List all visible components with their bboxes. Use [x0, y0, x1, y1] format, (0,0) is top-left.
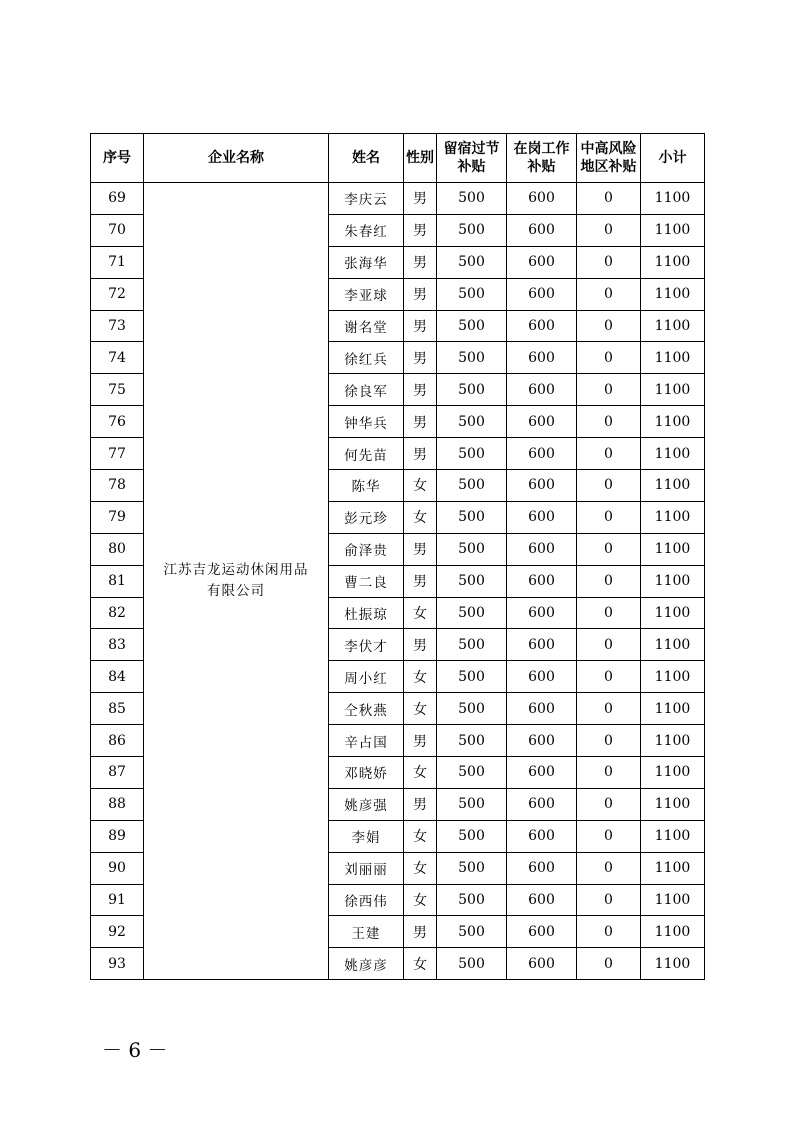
risk-subsidy-cell: 0 — [577, 693, 641, 725]
risk-subsidy-cell: 0 — [577, 661, 641, 693]
work-subsidy-cell: 600 — [507, 884, 577, 916]
seq-cell: 92 — [91, 916, 144, 948]
work-subsidy-cell: 600 — [507, 629, 577, 661]
name-cell: 彭元珍 — [329, 501, 404, 533]
seq-cell: 73 — [91, 310, 144, 342]
gender-cell: 男 — [404, 916, 437, 948]
subtotal-cell: 1100 — [641, 406, 705, 438]
seq-cell: 79 — [91, 501, 144, 533]
gender-cell: 男 — [404, 533, 437, 565]
risk-subsidy-cell: 0 — [577, 948, 641, 980]
stay-subsidy-cell: 500 — [437, 533, 507, 565]
work-subsidy-cell: 600 — [507, 916, 577, 948]
stay-subsidy-cell: 500 — [437, 183, 507, 215]
stay-subsidy-cell: 500 — [437, 374, 507, 406]
header-stay-line2: 补贴 — [457, 159, 486, 175]
seq-cell: 82 — [91, 597, 144, 629]
seq-cell: 81 — [91, 565, 144, 597]
stay-subsidy-cell: 500 — [437, 278, 507, 310]
stay-subsidy-cell: 500 — [437, 310, 507, 342]
header-company: 企业名称 — [144, 134, 329, 183]
risk-subsidy-cell: 0 — [577, 820, 641, 852]
subtotal-cell: 1100 — [641, 246, 705, 278]
seq-cell: 76 — [91, 406, 144, 438]
work-subsidy-cell: 600 — [507, 788, 577, 820]
stay-subsidy-cell: 500 — [437, 916, 507, 948]
stay-subsidy-cell: 500 — [437, 948, 507, 980]
subtotal-cell: 1100 — [641, 948, 705, 980]
subtotal-cell: 1100 — [641, 629, 705, 661]
seq-cell: 84 — [91, 661, 144, 693]
table-row — [91, 183, 705, 215]
company-name-line1: 江苏吉龙运动休闲用品 — [163, 562, 309, 579]
work-subsidy-cell: 600 — [507, 470, 577, 502]
name-cell: 钟华兵 — [329, 406, 404, 438]
risk-subsidy-cell: 0 — [577, 629, 641, 661]
risk-subsidy-cell: 0 — [577, 214, 641, 246]
stay-subsidy-cell: 500 — [437, 246, 507, 278]
work-subsidy-cell: 600 — [507, 406, 577, 438]
gender-cell: 男 — [404, 725, 437, 757]
subtotal-cell: 1100 — [641, 916, 705, 948]
header-work-line1: 在岗工作 — [513, 141, 570, 157]
gender-cell: 男 — [404, 342, 437, 374]
header-name: 姓名 — [329, 134, 404, 183]
name-cell: 王建 — [329, 916, 404, 948]
seq-cell: 91 — [91, 884, 144, 916]
subtotal-cell: 1100 — [641, 788, 705, 820]
subtotal-cell: 1100 — [641, 725, 705, 757]
name-cell: 邓晓娇 — [329, 757, 404, 789]
name-cell: 李庆云 — [329, 183, 404, 215]
name-cell: 俞泽贵 — [329, 533, 404, 565]
risk-subsidy-cell: 0 — [577, 342, 641, 374]
seq-cell: 90 — [91, 852, 144, 884]
name-cell: 曹二良 — [329, 565, 404, 597]
work-subsidy-cell: 600 — [507, 597, 577, 629]
seq-cell: 75 — [91, 374, 144, 406]
stay-subsidy-cell: 500 — [437, 501, 507, 533]
subtotal-cell: 1100 — [641, 533, 705, 565]
work-subsidy-cell: 600 — [507, 374, 577, 406]
subtotal-cell: 1100 — [641, 374, 705, 406]
table-body — [91, 183, 705, 980]
risk-subsidy-cell: 0 — [577, 916, 641, 948]
subtotal-cell: 1100 — [641, 183, 705, 215]
gender-cell: 男 — [404, 406, 437, 438]
seq-cell: 83 — [91, 629, 144, 661]
header-risk-subsidy — [577, 134, 641, 183]
work-subsidy-cell: 600 — [507, 183, 577, 215]
company-name-line2: 有限公司 — [207, 583, 265, 600]
work-subsidy-cell: 600 — [507, 565, 577, 597]
risk-subsidy-cell: 0 — [577, 565, 641, 597]
name-cell: 张海华 — [329, 246, 404, 278]
gender-cell: 女 — [404, 757, 437, 789]
subtotal-cell: 1100 — [641, 884, 705, 916]
subsidy-table — [90, 133, 705, 980]
header-work-line2: 补贴 — [527, 159, 556, 175]
table-header-row — [91, 134, 705, 183]
stay-subsidy-cell: 500 — [437, 852, 507, 884]
work-subsidy-cell: 600 — [507, 342, 577, 374]
risk-subsidy-cell: 0 — [577, 597, 641, 629]
subtotal-cell: 1100 — [641, 310, 705, 342]
name-cell: 周小红 — [329, 661, 404, 693]
stay-subsidy-cell: 500 — [437, 342, 507, 374]
seq-cell: 86 — [91, 725, 144, 757]
subtotal-cell: 1100 — [641, 820, 705, 852]
stay-subsidy-cell: 500 — [437, 725, 507, 757]
gender-cell: 男 — [404, 438, 437, 470]
seq-cell: 74 — [91, 342, 144, 374]
risk-subsidy-cell: 0 — [577, 501, 641, 533]
header-stay-subsidy — [437, 134, 507, 183]
risk-subsidy-cell: 0 — [577, 533, 641, 565]
name-cell: 仝秋燕 — [329, 693, 404, 725]
gender-cell: 女 — [404, 501, 437, 533]
seq-cell: 69 — [91, 183, 144, 215]
gender-cell: 女 — [404, 852, 437, 884]
gender-cell: 男 — [404, 565, 437, 597]
subtotal-cell: 1100 — [641, 470, 705, 502]
header-risk-line2: 地区补贴 — [580, 159, 637, 175]
seq-cell: 71 — [91, 246, 144, 278]
risk-subsidy-cell: 0 — [577, 884, 641, 916]
name-cell: 李亚球 — [329, 278, 404, 310]
work-subsidy-cell: 600 — [507, 501, 577, 533]
header-gender: 性别 — [404, 134, 437, 183]
risk-subsidy-cell: 0 — [577, 757, 641, 789]
work-subsidy-cell: 600 — [507, 214, 577, 246]
subtotal-cell: 1100 — [641, 852, 705, 884]
name-cell: 徐西伟 — [329, 884, 404, 916]
risk-subsidy-cell: 0 — [577, 470, 641, 502]
work-subsidy-cell: 600 — [507, 310, 577, 342]
gender-cell: 男 — [404, 278, 437, 310]
gender-cell: 女 — [404, 470, 437, 502]
stay-subsidy-cell: 500 — [437, 884, 507, 916]
seq-cell: 78 — [91, 470, 144, 502]
subtotal-cell: 1100 — [641, 342, 705, 374]
risk-subsidy-cell: 0 — [577, 788, 641, 820]
stay-subsidy-cell: 500 — [437, 661, 507, 693]
name-cell: 姚彦彦 — [329, 948, 404, 980]
risk-subsidy-cell: 0 — [577, 310, 641, 342]
subtotal-cell: 1100 — [641, 693, 705, 725]
subtotal-cell: 1100 — [641, 661, 705, 693]
seq-cell: 77 — [91, 438, 144, 470]
risk-subsidy-cell: 0 — [577, 406, 641, 438]
risk-subsidy-cell: 0 — [577, 852, 641, 884]
risk-subsidy-cell: 0 — [577, 438, 641, 470]
name-cell: 李娟 — [329, 820, 404, 852]
name-cell: 姚彦强 — [329, 788, 404, 820]
gender-cell: 男 — [404, 374, 437, 406]
risk-subsidy-cell: 0 — [577, 278, 641, 310]
header-subtotal: 小计 — [641, 134, 705, 183]
seq-cell: 70 — [91, 214, 144, 246]
company-name-cell — [144, 183, 329, 980]
seq-cell: 80 — [91, 533, 144, 565]
subtotal-cell: 1100 — [641, 597, 705, 629]
work-subsidy-cell: 600 — [507, 757, 577, 789]
name-cell: 谢名堂 — [329, 310, 404, 342]
stay-subsidy-cell: 500 — [437, 438, 507, 470]
gender-cell: 女 — [404, 597, 437, 629]
work-subsidy-cell: 600 — [507, 246, 577, 278]
gender-cell: 女 — [404, 884, 437, 916]
name-cell: 刘丽丽 — [329, 852, 404, 884]
name-cell: 李伏才 — [329, 629, 404, 661]
subtotal-cell: 1100 — [641, 565, 705, 597]
header-work-subsidy — [507, 134, 577, 183]
subtotal-cell: 1100 — [641, 278, 705, 310]
seq-cell: 88 — [91, 788, 144, 820]
subtotal-cell: 1100 — [641, 214, 705, 246]
work-subsidy-cell: 600 — [507, 948, 577, 980]
stay-subsidy-cell: 500 — [437, 788, 507, 820]
work-subsidy-cell: 600 — [507, 725, 577, 757]
page-number: － 6 － — [102, 1038, 168, 1062]
work-subsidy-cell: 600 — [507, 820, 577, 852]
seq-cell: 89 — [91, 820, 144, 852]
gender-cell: 男 — [404, 246, 437, 278]
stay-subsidy-cell: 500 — [437, 470, 507, 502]
stay-subsidy-cell: 500 — [437, 629, 507, 661]
subtotal-cell: 1100 — [641, 438, 705, 470]
stay-subsidy-cell: 500 — [437, 597, 507, 629]
risk-subsidy-cell: 0 — [577, 246, 641, 278]
risk-subsidy-cell: 0 — [577, 183, 641, 215]
stay-subsidy-cell: 500 — [437, 757, 507, 789]
stay-subsidy-cell: 500 — [437, 214, 507, 246]
risk-subsidy-cell: 0 — [577, 374, 641, 406]
work-subsidy-cell: 600 — [507, 533, 577, 565]
stay-subsidy-cell: 500 — [437, 820, 507, 852]
seq-cell: 93 — [91, 948, 144, 980]
gender-cell: 男 — [404, 183, 437, 215]
gender-cell: 男 — [404, 310, 437, 342]
seq-cell: 72 — [91, 278, 144, 310]
gender-cell: 男 — [404, 629, 437, 661]
gender-cell: 男 — [404, 214, 437, 246]
work-subsidy-cell: 600 — [507, 438, 577, 470]
name-cell: 杜振琼 — [329, 597, 404, 629]
name-cell: 陈华 — [329, 470, 404, 502]
work-subsidy-cell: 600 — [507, 693, 577, 725]
gender-cell: 女 — [404, 661, 437, 693]
gender-cell: 女 — [404, 693, 437, 725]
work-subsidy-cell: 600 — [507, 852, 577, 884]
stay-subsidy-cell: 500 — [437, 693, 507, 725]
risk-subsidy-cell: 0 — [577, 725, 641, 757]
seq-cell: 85 — [91, 693, 144, 725]
stay-subsidy-cell: 500 — [437, 406, 507, 438]
name-cell: 何先苗 — [329, 438, 404, 470]
seq-cell: 87 — [91, 757, 144, 789]
gender-cell: 女 — [404, 820, 437, 852]
gender-cell: 男 — [404, 788, 437, 820]
name-cell: 辛占国 — [329, 725, 404, 757]
name-cell: 朱春红 — [329, 214, 404, 246]
subtotal-cell: 1100 — [641, 757, 705, 789]
work-subsidy-cell: 600 — [507, 278, 577, 310]
header-seq: 序号 — [91, 134, 144, 183]
header-stay-line1: 留宿过节 — [443, 141, 500, 157]
gender-cell: 女 — [404, 948, 437, 980]
subtotal-cell: 1100 — [641, 501, 705, 533]
stay-subsidy-cell: 500 — [437, 565, 507, 597]
name-cell: 徐红兵 — [329, 342, 404, 374]
name-cell: 徐良军 — [329, 374, 404, 406]
header-risk-line1: 中高风险 — [580, 141, 637, 157]
work-subsidy-cell: 600 — [507, 661, 577, 693]
